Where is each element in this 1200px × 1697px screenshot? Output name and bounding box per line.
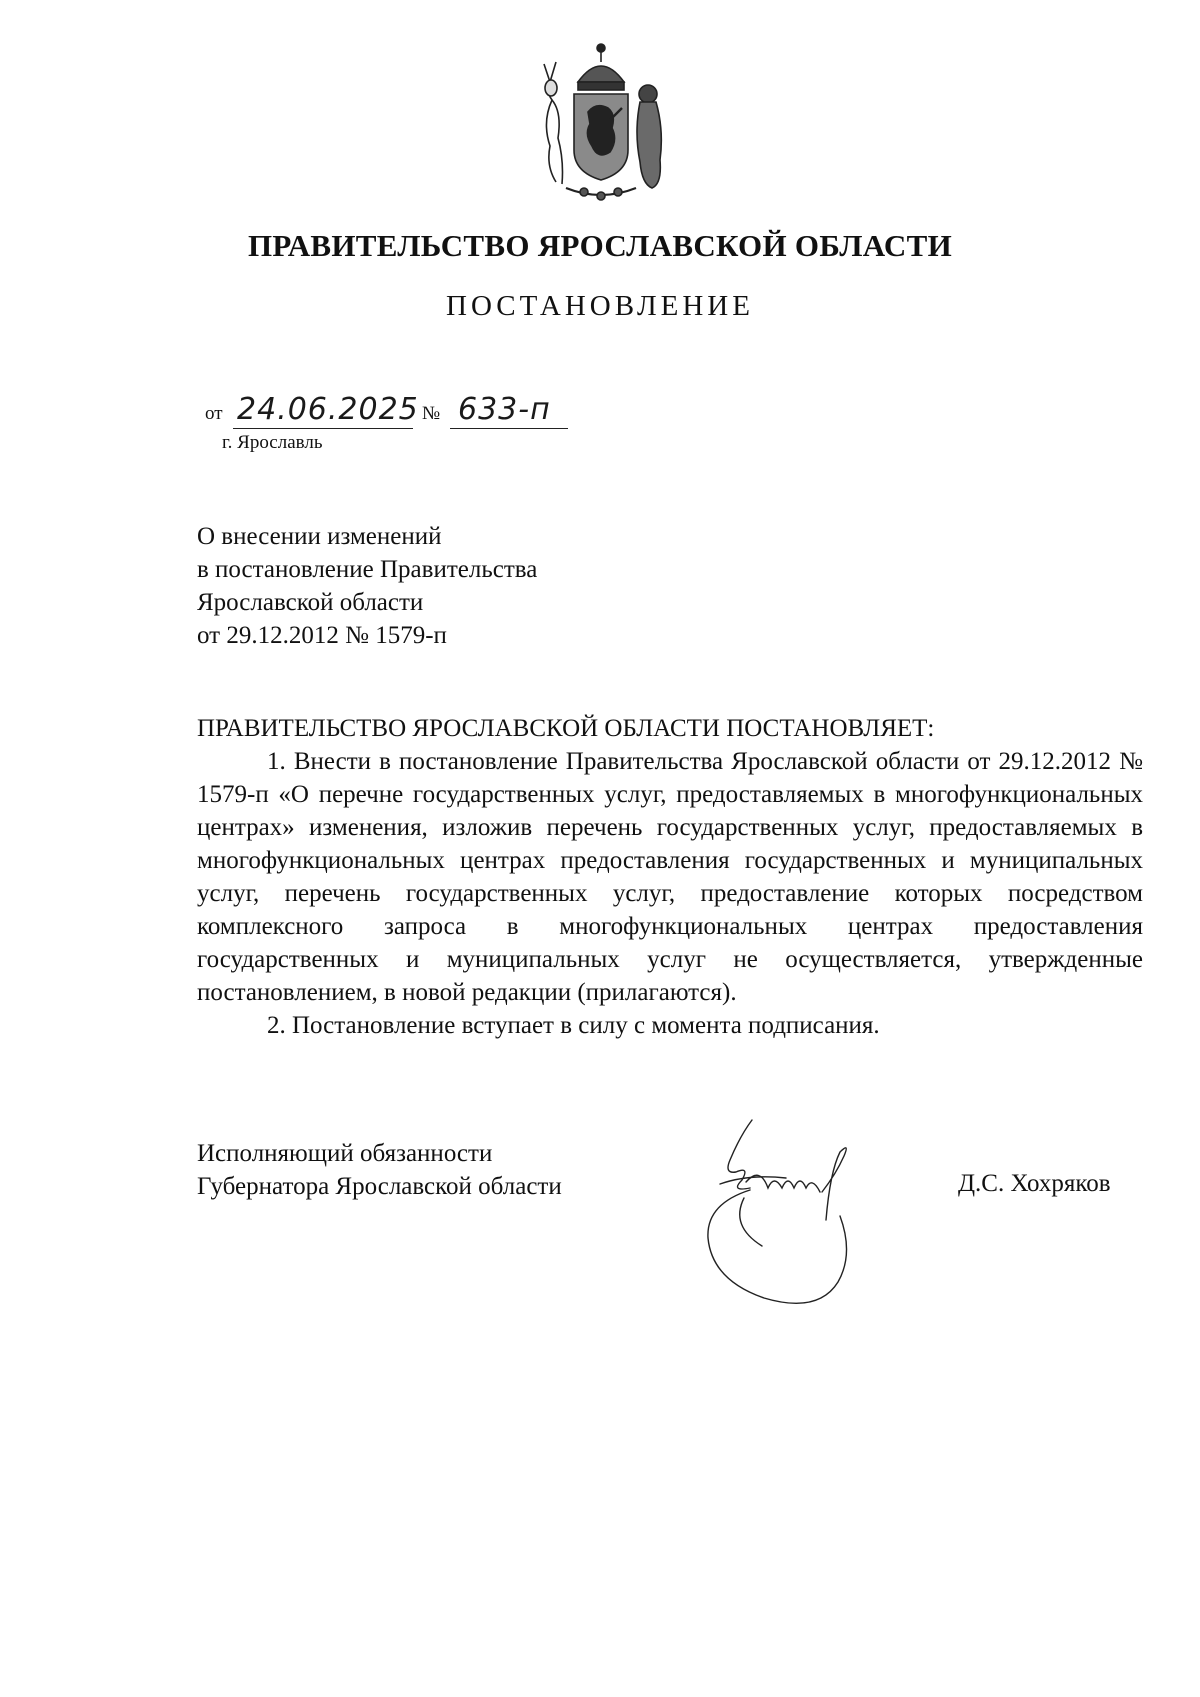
subject-line: О внесении изменений (197, 523, 442, 550)
city-label: г. Ярославль (222, 432, 323, 453)
number-underline (450, 428, 568, 429)
organization-title: ПРАВИТЕЛЬСТВО ЯРОСЛАВСКОЙ ОБЛАСТИ (248, 228, 952, 263)
decree-statement: ПРАВИТЕЛЬСТВО ЯРОСЛАВСКОЙ ОБЛАСТИ ПОСТАНОВЛЯЕТ: (197, 715, 935, 742)
handwritten-number: 633-п (458, 392, 551, 427)
date-underline (233, 428, 413, 429)
subject-line: в постановление Правительства (197, 556, 538, 583)
number-label: № (422, 403, 441, 424)
signer-name: Д.С. Хохряков (958, 1170, 1111, 1197)
document-meta (205, 393, 585, 429)
paragraph-1: 1. Внести в постановление Правительства Ярославской области от 29.12.2012 № 1579-п «О перечне государственных услуг, предоставляемых в многофункциональных центрах» изменения, изложив перечень государственных услуг, предоставляемых в многофункциональных центрах предоставления государственных и муниципальных услуг, перечень государственных услуг, предоставление которых посредством комплексного запроса в многофункциональных центрах предоставления государственных и муниципальных услуг не осуществляется, утвержденные постановлением, в новой редакции (прилагаются). (197, 748, 1143, 1006)
document-subject (197, 520, 537, 652)
document-body (197, 712, 1143, 1042)
paragraph-2: 2. Постановление вступает в силу с момента подписания. (267, 1012, 880, 1039)
role-line: Исполняющий обязанности (197, 1140, 493, 1167)
subject-line: Ярославской области (197, 589, 424, 616)
handwritten-date: 24.06.2025 (237, 392, 419, 427)
subject-line: от 29.12.2012 № 1579-п (197, 622, 447, 649)
document-type: ПОСТАНОВЛЕНИЕ (446, 290, 754, 322)
date-label: от (205, 403, 223, 424)
signatory-role (197, 1137, 562, 1203)
handwritten-signature-icon (690, 1108, 940, 1318)
coat-of-arms-icon (536, 42, 666, 202)
role-line: Губернатора Ярославской области (197, 1173, 562, 1200)
